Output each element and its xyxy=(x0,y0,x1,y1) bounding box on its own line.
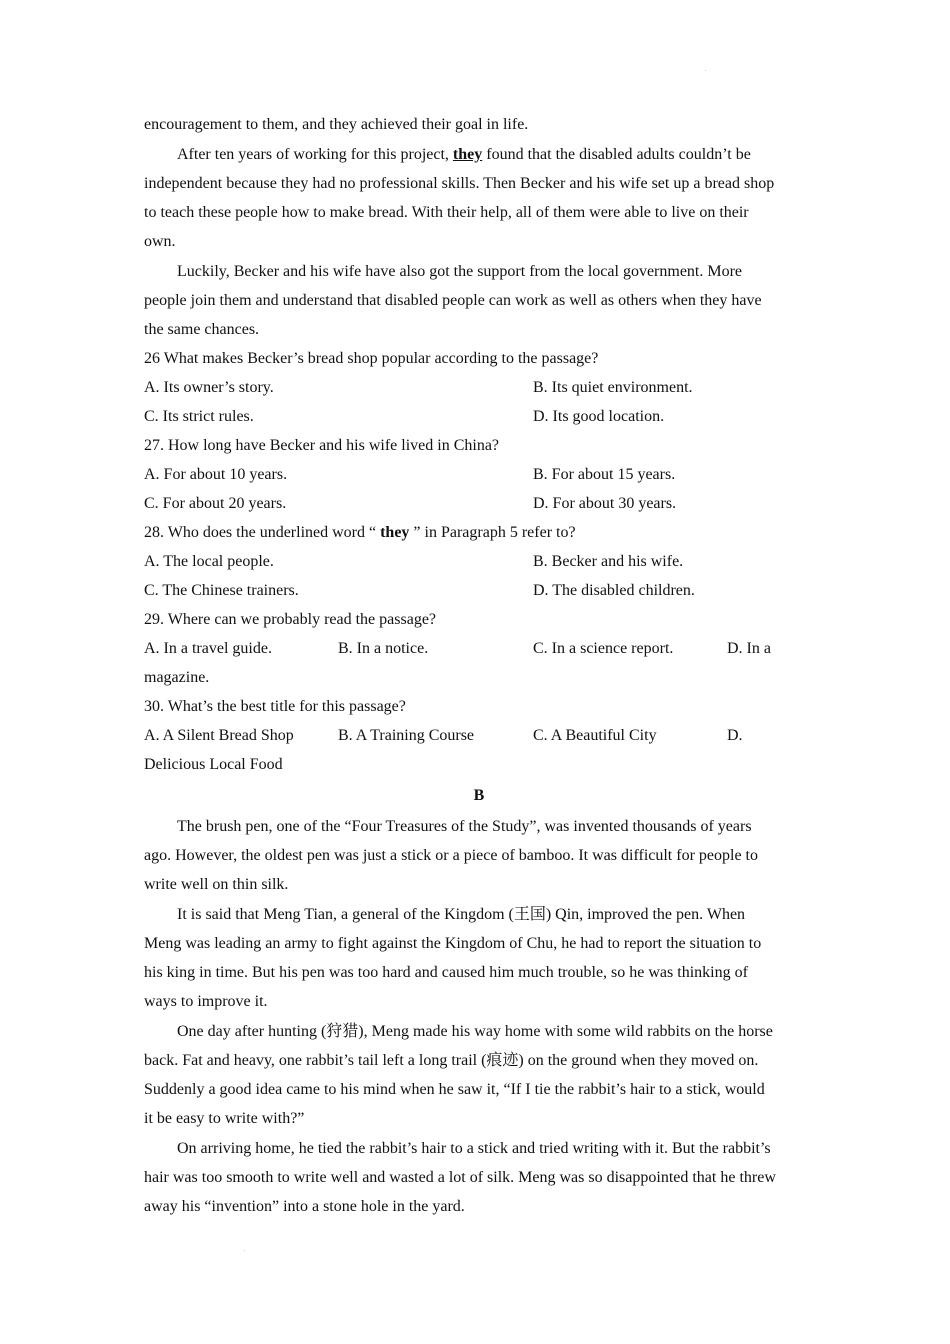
paragraph xyxy=(144,1017,814,1133)
answer-option[interactable]: B. Its quiet environment. xyxy=(533,379,693,396)
paragraph-line: own. xyxy=(144,233,176,250)
answer-option[interactable]: A. For about 10 years. xyxy=(144,466,288,483)
answer-option[interactable]: B. A Training Course xyxy=(338,727,475,744)
paragraph-line: to teach these people how to make bread. With their help, all of them were able to live on their xyxy=(144,204,749,221)
answer-option[interactable]: D. xyxy=(727,727,743,744)
paragraph xyxy=(144,900,814,1016)
paragraph-line: away his “invention” into a stone hole in the yard. xyxy=(144,1198,465,1215)
text-segment: ” in Paragraph 5 refer to? xyxy=(409,524,576,541)
answer-option[interactable]: C. Its strict rules. xyxy=(144,408,254,425)
paragraph-line: It is said that Meng Tian, a general of the Kingdom (王国) Qin, improved the pen. When xyxy=(177,906,746,923)
document-page xyxy=(144,110,814,1221)
text-line: Delicious Local Food xyxy=(144,756,283,773)
text-segment: found that the disabled adults couldn’t be xyxy=(482,146,751,163)
paragraph-line: ways to improve it. xyxy=(144,993,268,1010)
answer-option[interactable]: D. The disabled children. xyxy=(533,582,695,599)
paragraph xyxy=(144,140,814,256)
text-line: 29. Where can we probably read the passage? xyxy=(144,611,437,628)
scan-speck xyxy=(705,70,706,71)
answer-options-row xyxy=(144,547,814,576)
answer-option[interactable]: C. The Chinese trainers. xyxy=(144,582,299,599)
answer-option[interactable]: C. For about 20 years. xyxy=(144,495,287,512)
paragraph-line: Luckily, Becker and his wife have also got the support from the local government. More xyxy=(177,263,743,280)
answer-options-row xyxy=(144,460,814,489)
paragraph xyxy=(144,812,814,899)
answer-options-row xyxy=(144,576,814,605)
paragraph-line: On arriving home, he tied the rabbit’s hair to a stick and tried writing with it. But the rabbit’s xyxy=(177,1140,771,1157)
text-line xyxy=(144,518,814,547)
answer-options-row xyxy=(144,489,814,518)
text-line: magazine. xyxy=(144,669,210,686)
underlined-word: they xyxy=(452,146,483,163)
paragraph-line: the same chances. xyxy=(144,321,260,338)
scan-speck xyxy=(244,1250,245,1251)
paragraph-line: independent because they had no professional skills. Then Becker and his wife set up a bread shop xyxy=(144,175,775,192)
text-line: 27. How long have Becker and his wife lived in China? xyxy=(144,437,500,454)
text-line: 26 What makes Becker’s bread shop popular according to the passage? xyxy=(144,350,599,367)
text-line: encouragement to them, and they achieved their goal in life. xyxy=(144,116,529,133)
paragraph-line: people join them and understand that disabled people can work as well as others when they have xyxy=(144,292,762,309)
text-line: 30. What’s the best title for this passage? xyxy=(144,698,406,715)
answer-option[interactable]: A. A Silent Bread Shop xyxy=(144,727,294,744)
answer-options-row xyxy=(144,402,814,431)
paragraph-line: it be easy to write with?” xyxy=(144,1110,305,1127)
answer-options-row xyxy=(144,373,814,402)
paragraph-line: hair was too smooth to write well and wasted a lot of silk. Meng was so disappointed that he threw xyxy=(144,1169,776,1186)
paragraph-line: One day after hunting (狩猎), Meng made his way home with some wild rabbits on the horse xyxy=(177,1023,773,1040)
text-segment: 28. Who does the underlined word “ xyxy=(144,524,381,541)
section-heading: B xyxy=(473,787,485,804)
paragraph-line: write well on thin silk. xyxy=(144,876,289,893)
answer-options-row xyxy=(144,721,814,750)
answer-option[interactable]: B. In a notice. xyxy=(338,640,429,657)
text-segment: After ten years of working for this project, xyxy=(177,146,453,163)
answer-option[interactable]: D. Its good location. xyxy=(533,408,665,425)
answer-option[interactable]: B. Becker and his wife. xyxy=(533,553,684,570)
paragraph-line: The brush pen, one of the “Four Treasures of the Study”, was invented thousands of years xyxy=(177,818,752,835)
answer-option[interactable]: B. For about 15 years. xyxy=(533,466,676,483)
paragraph-line: ago. However, the oldest pen was just a stick or a piece of bamboo. It was difficult for people to xyxy=(144,847,758,864)
answer-option[interactable]: A. The local people. xyxy=(144,553,274,570)
answer-option[interactable]: C. A Beautiful City xyxy=(533,727,657,744)
paragraph-line: back. Fat and heavy, one rabbit’s tail left a long trail (痕迹) on the ground when they moved on. xyxy=(144,1052,759,1069)
paragraph xyxy=(144,257,814,344)
paragraph-line: Suddenly a good idea came to his mind when he saw it, “If I tie the rabbit’s hair to a stick, would xyxy=(144,1081,765,1098)
underlined-word: they xyxy=(380,524,410,541)
paragraph-line xyxy=(144,140,814,169)
paragraph-line: Meng was leading an army to fight against the Kingdom of Chu, he had to report the situation to xyxy=(144,935,762,952)
answer-options-row xyxy=(144,634,814,663)
paragraph-line: his king in time. But his pen was too hard and caused him much trouble, so he was thinking of xyxy=(144,964,748,981)
answer-option[interactable]: D. For about 30 years. xyxy=(533,495,677,512)
paragraph xyxy=(144,1134,814,1221)
answer-option[interactable]: A. In a travel guide. xyxy=(144,640,272,657)
answer-option[interactable]: A. Its owner’s story. xyxy=(144,379,274,396)
answer-option[interactable]: D. In a xyxy=(727,640,771,657)
answer-option[interactable]: C. In a science report. xyxy=(533,640,674,657)
